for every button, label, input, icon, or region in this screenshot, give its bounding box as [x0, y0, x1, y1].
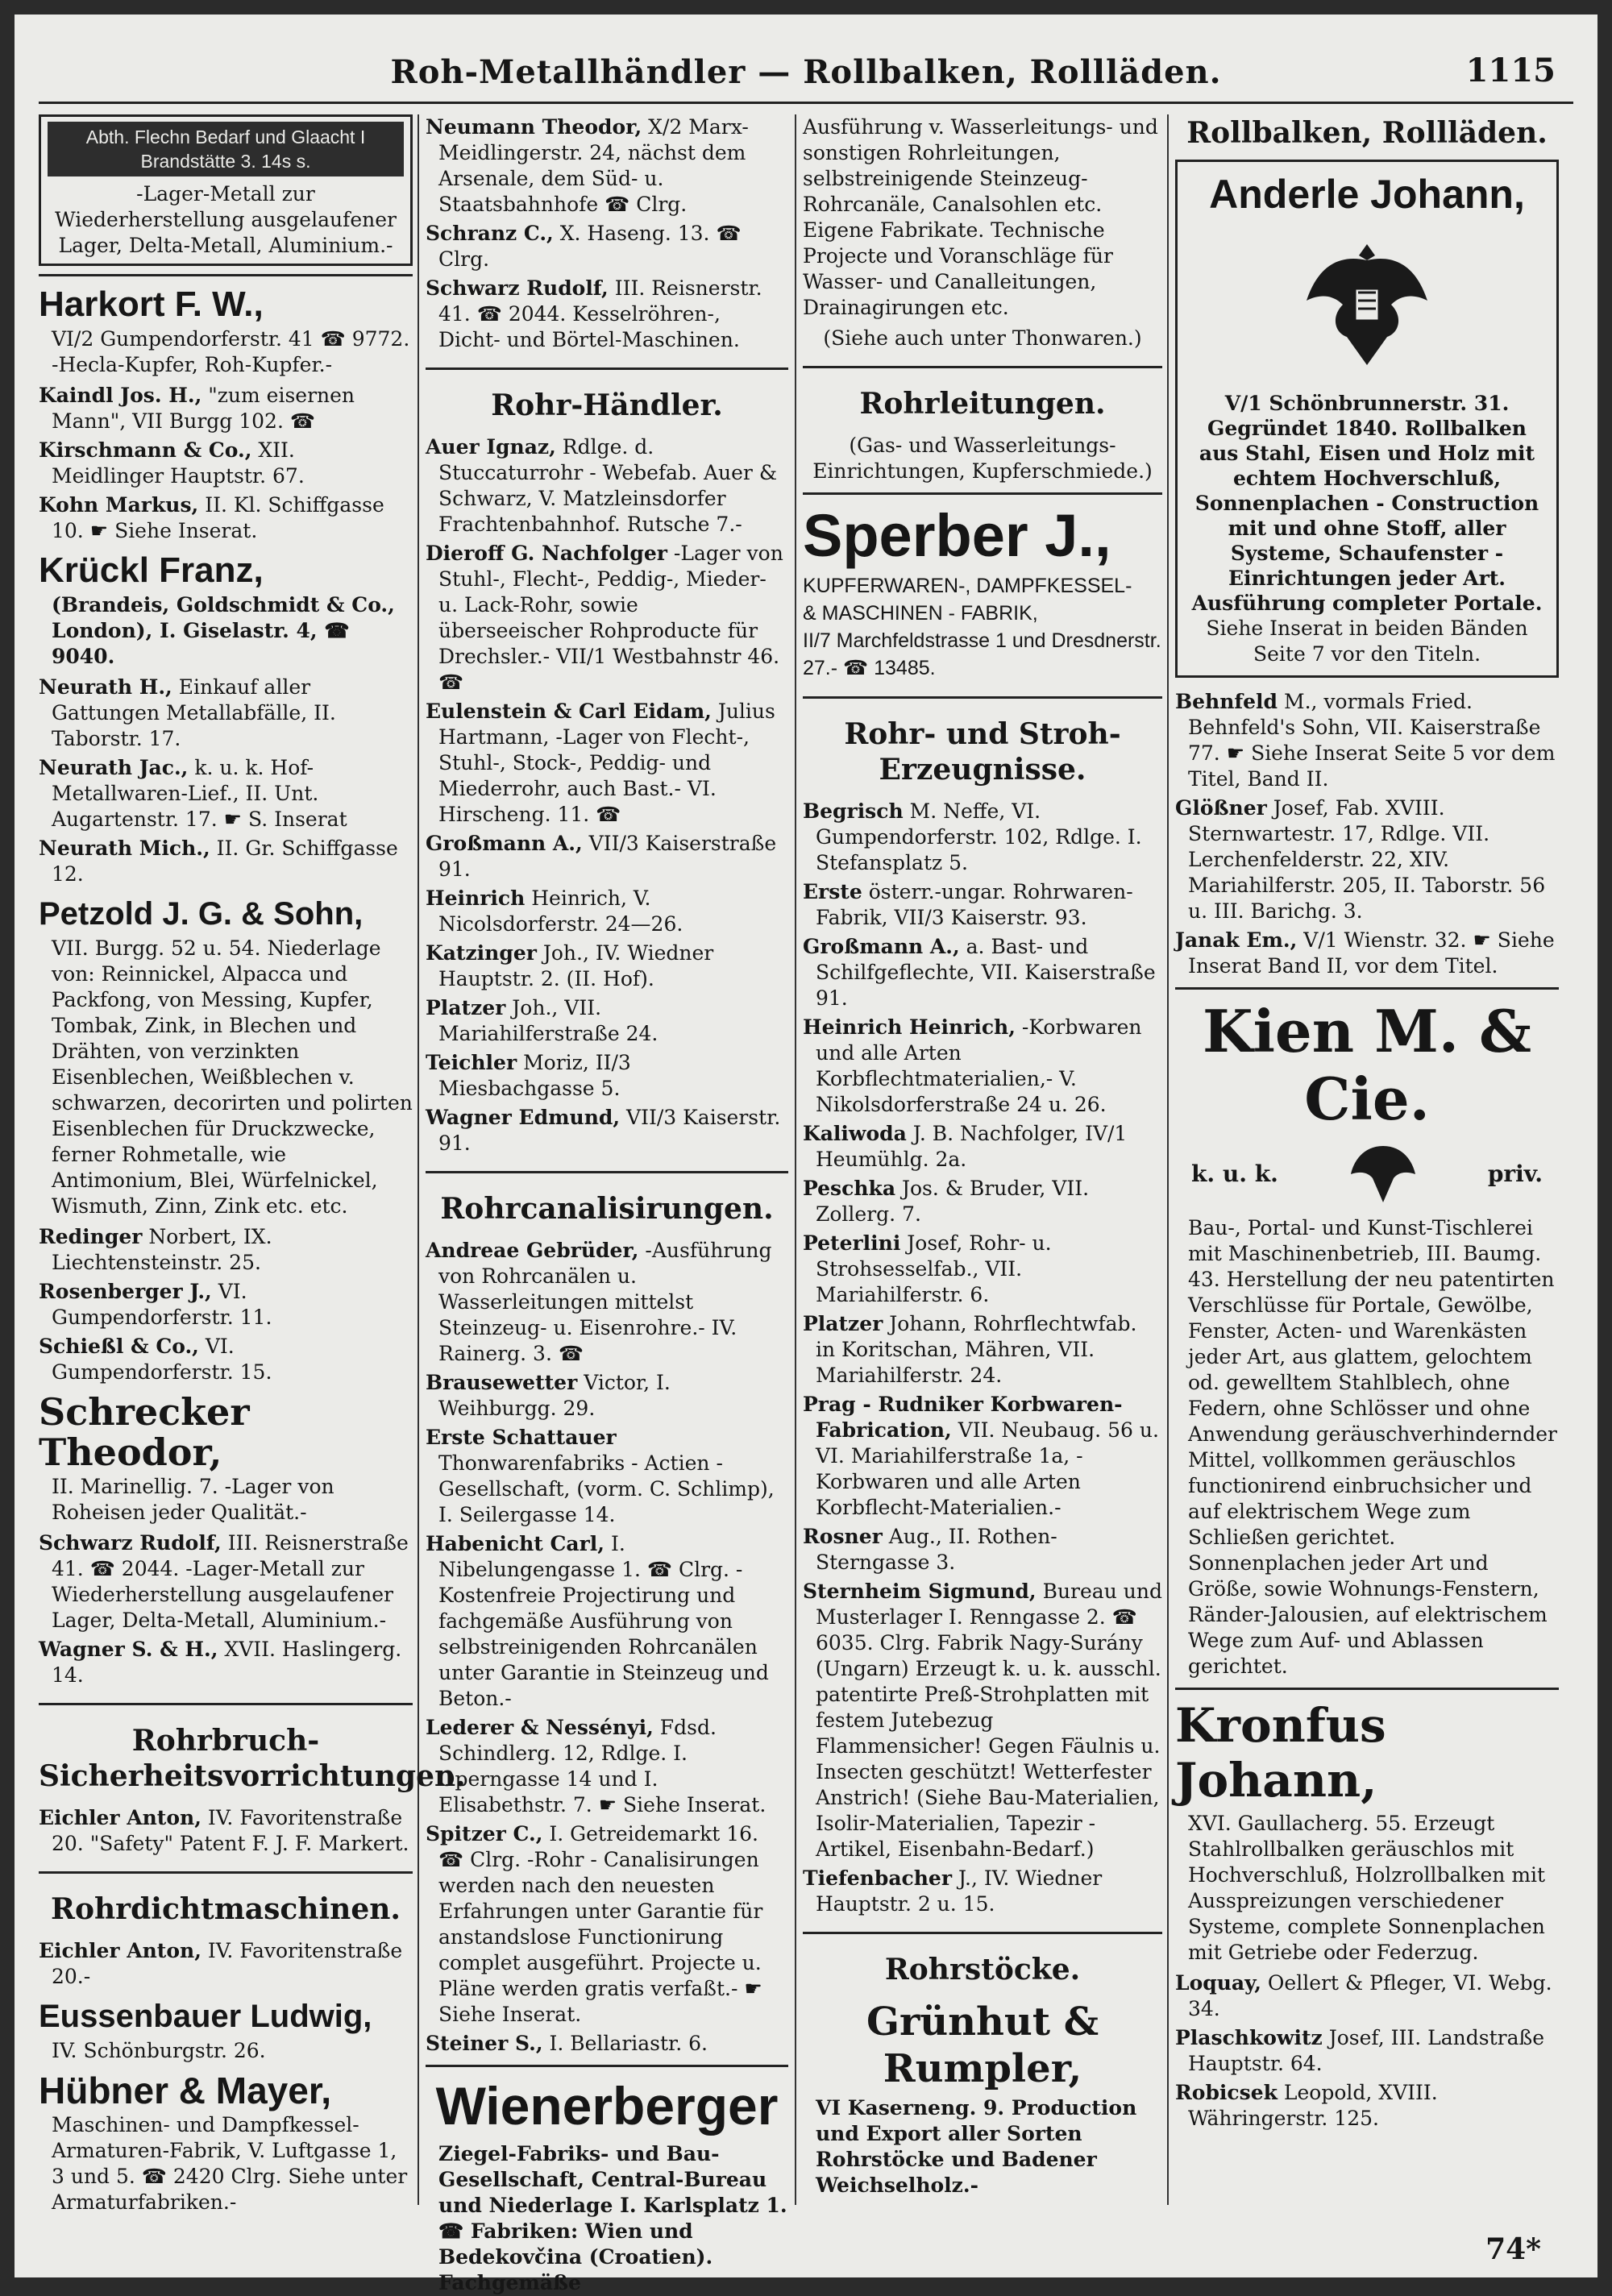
entries-col1-a	[39, 383, 413, 544]
entry-name: Platzer	[803, 1312, 883, 1335]
petzold-text: VII. Burgg. 52 u. 54. Niederlage von: Reinnickel, Alpacca und Packfong, von Messing, Kupfer, Tombak, Zink, in Blechen und Drähten, von verzinkten Eisenblechen, Weißblechen v. schwarzen, decorirten und polirten Eisenblechen für Druckzwecke, ferner Rohmetalle, wie Antimonium, Blei, Würfelnickel, Wismuth, Zinn, Zink etc. etc.	[52, 936, 413, 1218]
entry-name: Wagner S. & H.,	[39, 1638, 218, 1661]
entry-text: XII. Meidlinger Hauptstr. 67.	[52, 438, 305, 488]
directory-entry	[426, 114, 788, 218]
kien-subline	[1191, 1138, 1543, 1210]
entry-name: Schwarz Rudolf,	[39, 1531, 222, 1555]
entry-text: a. Bast- und Schilfgeflechte, VII. Kaiserstraße 91.	[816, 935, 1156, 1010]
directory-entry	[426, 1370, 788, 1422]
entry-text: I. Getreidemarkt 16. ☎ Clrg. -Rohr - Canalisirungen werden nach den neuesten Erfahrungen unter Garantie für anstandslose Functionirung complet ausgeführt. Projecte u. Pläne werden gratis verfaßt.- ☛ Siehe Inserat.	[438, 1822, 763, 2026]
entries-col4-b	[1175, 1970, 1559, 2132]
entry-text: M., vormals Fried. Behnfeld's Sohn, VII. Kaiserstraße 77. ☛ Siehe Inserat Seite 5 vor dem Titel, Band II.	[1188, 690, 1556, 791]
wienerberger-text: Ziegel-Fabriks- und Bau-Gesellschaft, Central-Bureau und Niederlage I. Karlsplatz 1. ☎ Fabriken: Wien und Bedekovčina (Croatien). Fachgemäße	[438, 2142, 787, 2294]
entry-name: Neumann Theodor,	[426, 115, 642, 139]
running-title: Roh-Metallhändler — Rollbalken, Rollläden.	[390, 53, 1222, 91]
entry-name: Spitzer C.,	[426, 1822, 543, 1846]
entry-name: Katzinger	[426, 941, 537, 965]
directory-entry	[803, 1231, 1162, 1308]
kronfus-text: XVI. Gaullacherg. 55. Erzeugt Stahlrollbalken geräuschlos mit Hochverschluß, Holzrollbalken mit Ausspreizungen verschiedener Systeme, complete Sonnenplachen mit Getriebe oder Federzug.	[1188, 1812, 1546, 1964]
section-rohrstoecke: Rohrstöcke.	[803, 1932, 1162, 1987]
entry-text: I. Nibelungengasse 1. ☎ Clrg. -Kostenfreie Projectirung und fachgemäße Ausführung von selbstreinigenden Rohrcanälen unter Garantie in Steinzeug und Beton.-	[438, 1532, 769, 1710]
huebner-text: Maschinen- und Dampfkessel-Armaturen-Fabrik, V. Luftgasse 1, 3 und 5. ☎ 2420 Clrg. Siehe unter Armaturfabriken.-	[52, 2113, 408, 2214]
directory-entry	[426, 940, 788, 992]
gruenhut-name: Grünhut & Rumpler,	[866, 1999, 1099, 2091]
entry-name: Behnfeld	[1175, 690, 1278, 713]
entry-name: Habenicht Carl,	[426, 1532, 604, 1555]
column-divider	[1167, 114, 1169, 2205]
section-rohrdicht: Rohrdichtmaschinen.	[39, 1871, 413, 1927]
directory-entry	[426, 1531, 788, 1712]
footer-number: 74*	[1485, 2232, 1541, 2266]
entry-name: Prag - Rudniker Korbwaren-Fabrication,	[803, 1393, 1123, 1442]
col3-top-note: (Siehe auch unter Thonwaren.)	[823, 326, 1142, 350]
directory-entry	[426, 831, 788, 882]
directory-entry	[1175, 2025, 1559, 2077]
directory-page	[15, 15, 1597, 2294]
entry-name: Heinrich Heinrich,	[803, 1015, 1016, 1039]
anderle-body: V/1 Schönbrunnerstr. 31. Gegründet 1840. Rollbalken aus Stahl, Eisen und Holz mit echtem Hochverschluß, Sonnenplachen - Construction mit und ohne Stoff, aller Systeme, Schaufenster - Einrichtungen jeder Art. Ausführung completer Portale.	[1191, 392, 1543, 615]
huebner-name: Hübner & Mayer,	[39, 2070, 331, 2111]
entry-text: Josef, Fab. XVIII. Sternwartestr. 17, Rdlge. VII. Lerchenfelderstr. 22, XIV. Mariahilferstr. 205, II. Taborstr. 56 u. III. Barichg. 3.	[1188, 796, 1546, 923]
entry-text: Oellert & Pfleger, VI. Webg. 34.	[1188, 1971, 1552, 2020]
entry-text: J. B. Nachfolger, IV/1 Heumühlg. 2a.	[816, 1122, 1128, 1171]
directory-entry	[1175, 2080, 1559, 2132]
sperber-line3: II/7 Marchfeldstrasse 1 und Dresdnerstr. 27.- ☎ 13485.	[803, 629, 1161, 679]
entry-text: X/2 Marx-Meidlingerstr. 24, nächst dem Arsenale, dem Süd- u. Staatsbahnhofe ☎ Clrg.	[438, 115, 749, 216]
anderle-note: Siehe Inserat in beiden Bänden Seite 7 vor den Titeln.	[1206, 617, 1528, 666]
entries-col1-f	[39, 1938, 413, 1990]
section-rohrbruch: Rohrbruch-Sicherheitsvorrichtungen.	[39, 1703, 413, 1794]
entry-name: Schwarz Rudolf,	[426, 276, 609, 300]
column-divider	[795, 114, 796, 2205]
section-rule	[426, 2065, 788, 2067]
entries-col1-e	[39, 1805, 413, 1857]
entry-name: Robicsek	[1175, 2081, 1278, 2104]
entry-name: Heinrich	[426, 886, 526, 910]
entries-col4-a	[1175, 689, 1559, 979]
sperber-line1: KUPFERWAREN-, DAMPFKESSEL-	[803, 575, 1132, 597]
entry-name: Eulenstein & Carl Eidam,	[426, 700, 712, 723]
directory-entry	[39, 438, 413, 489]
section-rule	[39, 274, 413, 276]
entry-name: Erste	[803, 880, 862, 903]
entry-name: Neurath Mich.,	[39, 837, 210, 860]
entry-name: Redinger	[39, 1225, 143, 1248]
directory-entry	[426, 541, 788, 695]
entry-name: Loquay,	[1175, 1971, 1261, 1995]
entry-name: Lederer & Nessényi,	[426, 1716, 654, 1739]
kien-name: Kien M. & Cie.	[1203, 997, 1531, 1133]
entry-name: Sternheim Sigmund,	[803, 1580, 1037, 1603]
directory-entry	[426, 886, 788, 937]
entry-name: Begrisch	[803, 799, 904, 823]
sperber-line2: & MASCHINEN - FABRIK,	[803, 602, 1038, 625]
entry-text: Thonwarenfabriks - Actien - Gesellschaft, (vorm. C. Schlimp), I. Seilergasse 14.	[438, 1451, 775, 1526]
entry-name: Dieroff G. Nachfolger	[426, 542, 667, 565]
entry-name: Kohn Markus,	[39, 493, 199, 517]
directory-entry	[803, 1015, 1162, 1118]
entry-text: X. Haseng. 13. ☎ Clrg.	[438, 222, 742, 271]
harkort-text: VI/2 Gumpendorferstr. 41 ☎ 9772. -Hecla-Kupfer, Roh-Kupfer.-	[52, 327, 410, 376]
entry-text: Johann, Rohrflechtwfab. in Koritschan, Mähren, VII. Mariahilferstr. 24.	[816, 1312, 1137, 1387]
flechn-body: -Lager-Metall zur Wiederherstellung ausgelaufener Lager, Delta-Metall, Aluminium.-	[55, 182, 397, 257]
directory-entry	[803, 1524, 1162, 1576]
entry-text: Heinrich, V. Nicolsdorferstr. 24—26.	[438, 886, 683, 936]
entry-name: Schranz C.,	[426, 222, 554, 245]
entries-col1-d	[39, 1530, 413, 1688]
entry-text: II. Kl. Schiffgasse 10. ☛ Siehe Inserat.	[52, 493, 384, 542]
wienerberger-name: Wienerberger	[435, 2076, 779, 2136]
section-rollbalken: Rollbalken, Rollläden.	[1186, 116, 1548, 150]
kruckl-name: Krückl Franz,	[39, 550, 264, 590]
directory-entry	[426, 1425, 788, 1528]
directory-entry	[426, 221, 788, 272]
entry-name: Peschka	[803, 1177, 896, 1200]
entry-text: II. Gr. Schiffgasse 12.	[52, 837, 398, 886]
entry-text: Fdsd. Schindlerg. 12, Rdlge. I. Operngasse 14 und I. Elisabethstr. 7. ☛ Siehe Inserat.	[438, 1716, 767, 1816]
kien-text: Bau-, Portal- und Kunst-Tischlerei mit Maschinenbetrieb, III. Baumg. 43. Herstellung der neu patentirten Verschlüsse für Portale, Gewölbe, Fenster, Acten- und Warenkästen jeder Art, aus glattem, gelochtem od. gewelltem Stahlblech, ohne Federn, ohne Schlösser und ohne Anwendung geräuschverhindernder Mittel, vollkommen geräuschlos functionirend einbruchsicher und auf elektrischem Wege zum Schließen gerichtet. Sonnenplachen jeder Art und Größe, sowie Wohnungs-Fenstern, Ränder-Jalousien, auf elektrischem Wege zum Auf- und Ablassen gerichtet.	[1188, 1216, 1557, 1678]
entry-text: Julius Hartmann, -Lager von Flecht-, Stuhl-, Stock-, Peddig- und Miederrohr, auch Bast.- VI. Hirscheng. 11. ☎	[438, 700, 775, 826]
entry-name: Großmann A.,	[426, 832, 583, 855]
entry-name: Erste Schattauer	[426, 1426, 617, 1449]
directory-entry	[803, 1311, 1162, 1389]
directory-entry	[1175, 928, 1559, 979]
entry-text: Jos. & Bruder, VII. Zollerg. 7.	[816, 1177, 1090, 1226]
directory-entry	[1175, 795, 1559, 924]
kien-right: priv.	[1487, 1160, 1543, 1187]
entry-name: Glößner	[1175, 796, 1267, 820]
entry-name: Rosner	[803, 1525, 883, 1548]
schrecker-name: Schrecker Theodor,	[39, 1390, 250, 1474]
entry-name: Platzer	[426, 996, 506, 1019]
directory-entry	[426, 699, 788, 828]
entry-text: Aug., II. Rothen-Sterngasse 3.	[816, 1525, 1057, 1574]
entry-name: Auer Ignaz,	[426, 435, 556, 459]
column-4	[1175, 114, 1559, 2213]
entry-text: VII/3 Kaiserstr. 91.	[438, 1106, 781, 1155]
directory-entry	[803, 799, 1162, 876]
entry-name: Andreae Gebrüder,	[426, 1239, 639, 1262]
petzold-name: Petzold J. G. & Sohn,	[39, 896, 364, 932]
directory-entry	[426, 1715, 788, 1818]
directory-entry	[426, 995, 788, 1047]
header-rule	[39, 102, 1573, 104]
entry-text: I. Bellariastr. 6.	[549, 2032, 708, 2055]
entry-name: Kaliwoda	[803, 1122, 907, 1145]
entry-text: VI. Gumpendorferstr. 11.	[52, 1280, 272, 1329]
entry-text: Norbert, IX. Liechtensteinstr. 25.	[52, 1225, 272, 1274]
sperber-name: Sperber J.,	[803, 502, 1111, 569]
entry-name: Rosenberger J.,	[39, 1280, 212, 1303]
entry-text: VI. Gumpendorferstr. 15.	[52, 1335, 272, 1384]
section-rohrleitungen: Rohrleitungen.	[803, 366, 1162, 421]
directory-entry	[803, 1176, 1162, 1227]
entry-text: österr.-ungar. Rohrwaren-Fabrik, VII/3 Kaiserstr. 93.	[816, 880, 1133, 929]
entry-name: Schießl & Co.,	[39, 1335, 199, 1358]
entry-name: Kaindl Jos. H.,	[39, 384, 202, 407]
directory-entry	[1175, 689, 1559, 792]
section-rule	[1175, 1688, 1559, 1690]
entry-text: -Korbwaren und alle Arten Korbflechtmaterialien,- V. Nikolsdorferstraße 24 u. 26.	[816, 1015, 1142, 1116]
eussenbauer-name: Eussenbauer Ludwig,	[39, 1999, 372, 2034]
entry-name: Neurath H.,	[39, 675, 172, 699]
entry-text: Victor, I. Weihburgg. 29.	[438, 1371, 671, 1420]
entry-text: k. u. k. Hof-Metallwaren-Lief., II. Unt. Augartenstr. 17. ☛ S. Inserat	[52, 756, 347, 831]
directory-entry	[39, 1224, 413, 1276]
directory-entry	[39, 1530, 413, 1634]
entries-col2-top	[426, 114, 788, 353]
section-rule	[1175, 987, 1559, 990]
directory-entry	[39, 836, 413, 887]
directory-entry	[39, 1805, 413, 1857]
entry-text: Bureau und Musterlager I. Renngasse 2. ☎ 6035. Clrg. Fabrik Nagy-Surány (Ungarn) Erzeugt k. u. k. ausschl. patentirte Preß-Strohplatten mit festem Jutebezug Flammensicher! Gegen Fäulnis u. Insecten geschützt! Wetterfester Anstrich! (Siehe Bau-Materialien, Isolir-Materialien, Tapezir - Artikel, Eisenbahn-Bedarf.)	[816, 1580, 1162, 1861]
col3-top-text: Ausführung v. Wasserleitungs- und sonstigen Rohrleitungen, selbstreinigende Steinzeug-Rohrcanäle, Canalsohlen etc. Eigene Fabrikate. Technische Projecte und Voranschläge für Wasser- und Canalleitungen, Drainagirungen etc.	[803, 115, 1158, 319]
directory-entry	[803, 1121, 1162, 1173]
directory-entry	[1175, 1970, 1559, 2022]
directory-entry	[426, 434, 788, 538]
entry-name: Großmann A.,	[803, 935, 960, 958]
column-divider	[418, 114, 419, 2205]
directory-entry	[803, 934, 1162, 1011]
entry-name: Steiner S.,	[426, 2032, 543, 2055]
entry-text: III. Reisnerstr. 41. ☎ 2044. Kesselröhren-, Dicht- und Börtel-Maschinen.	[438, 276, 762, 351]
schrecker-text: II. Marinellig. 7. -Lager von Roheisen jeder Qualität.-	[52, 1475, 334, 1524]
directory-entry	[39, 492, 413, 544]
entry-text: Josef, Rohr- u. Strohsesselfab., VII. Mariahilferstr. 6.	[816, 1231, 1052, 1306]
directory-entry	[426, 1050, 788, 1102]
entry-text: Leopold, XVIII. Währingerstr. 125.	[1188, 2081, 1438, 2130]
entry-name: Janak Em.,	[1175, 928, 1298, 952]
directory-entry	[39, 1279, 413, 1331]
section-rohr-haendler: Rohr-Händler.	[426, 367, 788, 423]
entry-text: "zum eisernen Mann", VII Burgg 102. ☎	[52, 384, 355, 433]
entries-col2-haendler	[426, 434, 788, 1156]
page-number: 1115	[1465, 52, 1556, 89]
directory-entry	[39, 1334, 413, 1385]
column-3	[803, 114, 1162, 2213]
directory-entry	[426, 2031, 788, 2057]
directory-entry	[803, 879, 1162, 931]
entry-text: Joh., VII. Mariahilferstraße 24.	[438, 996, 659, 1045]
section-rohrcanalisirungen: Rohrcanalisirungen.	[426, 1171, 788, 1227]
entry-text: Einkauf aller Gattungen Metallabfälle, II. Taborstr. 17.	[52, 675, 336, 750]
double-eagle-crest-icon	[1298, 228, 1435, 381]
entry-text: VII. Neubaug. 56 u. VI. Mariahilferstraße 1a, -Korbwaren und alle Arten Korbflecht-Materialien.-	[816, 1418, 1159, 1519]
section-rohr-stroh: Rohr- und Stroh-Erzeugnisse.	[803, 696, 1162, 787]
entry-name: Tiefenbacher	[803, 1866, 952, 1890]
kronfus-name: Kronfus Johann,	[1175, 1698, 1386, 1808]
kien-left: k. u. k.	[1191, 1160, 1278, 1187]
directory-entry	[803, 1579, 1162, 1862]
entry-text: III. Reisnerstraße 41. ☎ 2044. -Lager-Metall zur Wiederherstellung ausgelaufener Lager, Delta-Metall, Aluminium.-	[52, 1531, 409, 1632]
entry-name: Wagner Edmund,	[426, 1106, 621, 1129]
entry-name: Teichler	[426, 1051, 517, 1074]
flechn-advert	[39, 114, 413, 266]
entry-text: Josef, III. Landstraße Hauptstr. 64.	[1188, 2026, 1544, 2075]
entry-name: Kirschmann & Co.,	[39, 438, 252, 462]
gruenhut-text: VI Kaserneng. 9. Production und Export aller Sorten Rohrstöcke und Badener Weichselholz.-	[816, 2096, 1137, 2197]
entry-name: Eichler Anton,	[39, 1806, 202, 1829]
entry-name: Eichler Anton,	[39, 1939, 202, 1962]
directory-entry	[426, 1238, 788, 1367]
entry-text: J., IV. Wiedner Hauptstr. 2 u. 15.	[816, 1866, 1103, 1916]
entry-text: M. Neffe, VI. Gumpendorferstr. 102, Rdlge. I. Stefansplatz 5.	[816, 799, 1142, 874]
entry-name: Plaschkowitz	[1175, 2026, 1323, 2049]
eagle-crest-icon	[1347, 1138, 1419, 1210]
eussenbauer-text: IV. Schönburgstr. 26.	[52, 2039, 266, 2062]
entry-text: XVII. Haslingerg. 14.	[52, 1638, 402, 1687]
entries-col3-stroh	[803, 799, 1162, 1917]
column-2	[426, 114, 788, 2294]
entries-col1-b	[39, 675, 413, 887]
kruckl-text: (Brandeis, Goldschmidt & Co., London), I. Giselastr. 4, ☎ 9040.	[52, 593, 395, 668]
entries-col2-canal	[426, 1238, 788, 2057]
section-rule	[803, 492, 1162, 495]
directory-entry	[426, 1105, 788, 1156]
directory-entry	[803, 1392, 1162, 1521]
directory-entry	[39, 675, 413, 752]
entry-text: IV. Favoritenstraße 20.-	[52, 1939, 403, 1988]
entry-text: -Ausführung von Rohrcanälen u. Wasserleitungen mittelst Steinzeug- u. Eisenrohre.- IV. Rainerg. 3. ☎	[438, 1239, 772, 1365]
directory-entry	[39, 1938, 413, 1990]
entries-col1-c	[39, 1224, 413, 1385]
entry-text: IV. Favoritenstraße 20. "Safety" Patent F. J. F. Markert.	[52, 1806, 409, 1855]
flechn-banner: Abth. Flechn Bedarf und Glaacht I Brandstätte 3. 14s s.	[48, 122, 404, 176]
entry-text: Rdlge. d. Stuccaturrohr - Webefab. Auer & Schwarz, V. Matzleinsdorfer Frachtenbahnhof. Rutsche 7.-	[438, 435, 778, 536]
entry-text: Moriz, II/3 Miesbachgasse 5.	[438, 1051, 631, 1100]
directory-entry	[39, 383, 413, 434]
directory-entry	[803, 1866, 1162, 1917]
entry-text: V/1 Wienstr. 32. ☛ Siehe Inserat Band II, vor dem Titel.	[1188, 928, 1555, 978]
directory-entry	[39, 755, 413, 832]
anderle-name: Anderle Johann,	[1209, 172, 1525, 217]
entry-name: Peterlini	[803, 1231, 901, 1255]
directory-entry	[426, 276, 788, 353]
directory-entry	[39, 1637, 413, 1688]
entry-name: Neurath Jac.,	[39, 756, 189, 779]
directory-entry	[426, 1821, 788, 2028]
harkort-name: Harkort F. W.,	[39, 284, 264, 324]
rohrleitungen-note: (Gas- und Wasserleitungs-Einrichtungen, Kupferschmiede.)	[812, 434, 1153, 483]
entry-name: Brausewetter	[426, 1371, 578, 1394]
entry-text: -Lager von Stuhl-, Flecht-, Peddig-, Mieder- u. Lack-Rohr, sowie überseeischer Rohproducte für Drechsler.- VII/1 Westbahnstr 46. ☎	[438, 542, 783, 694]
anderle-advert	[1175, 160, 1559, 678]
entry-text: VII/3 Kaiserstraße 91.	[438, 832, 777, 881]
entry-text: Joh., IV. Wiedner Hauptstr. 2. (II. Hof).	[438, 941, 714, 990]
